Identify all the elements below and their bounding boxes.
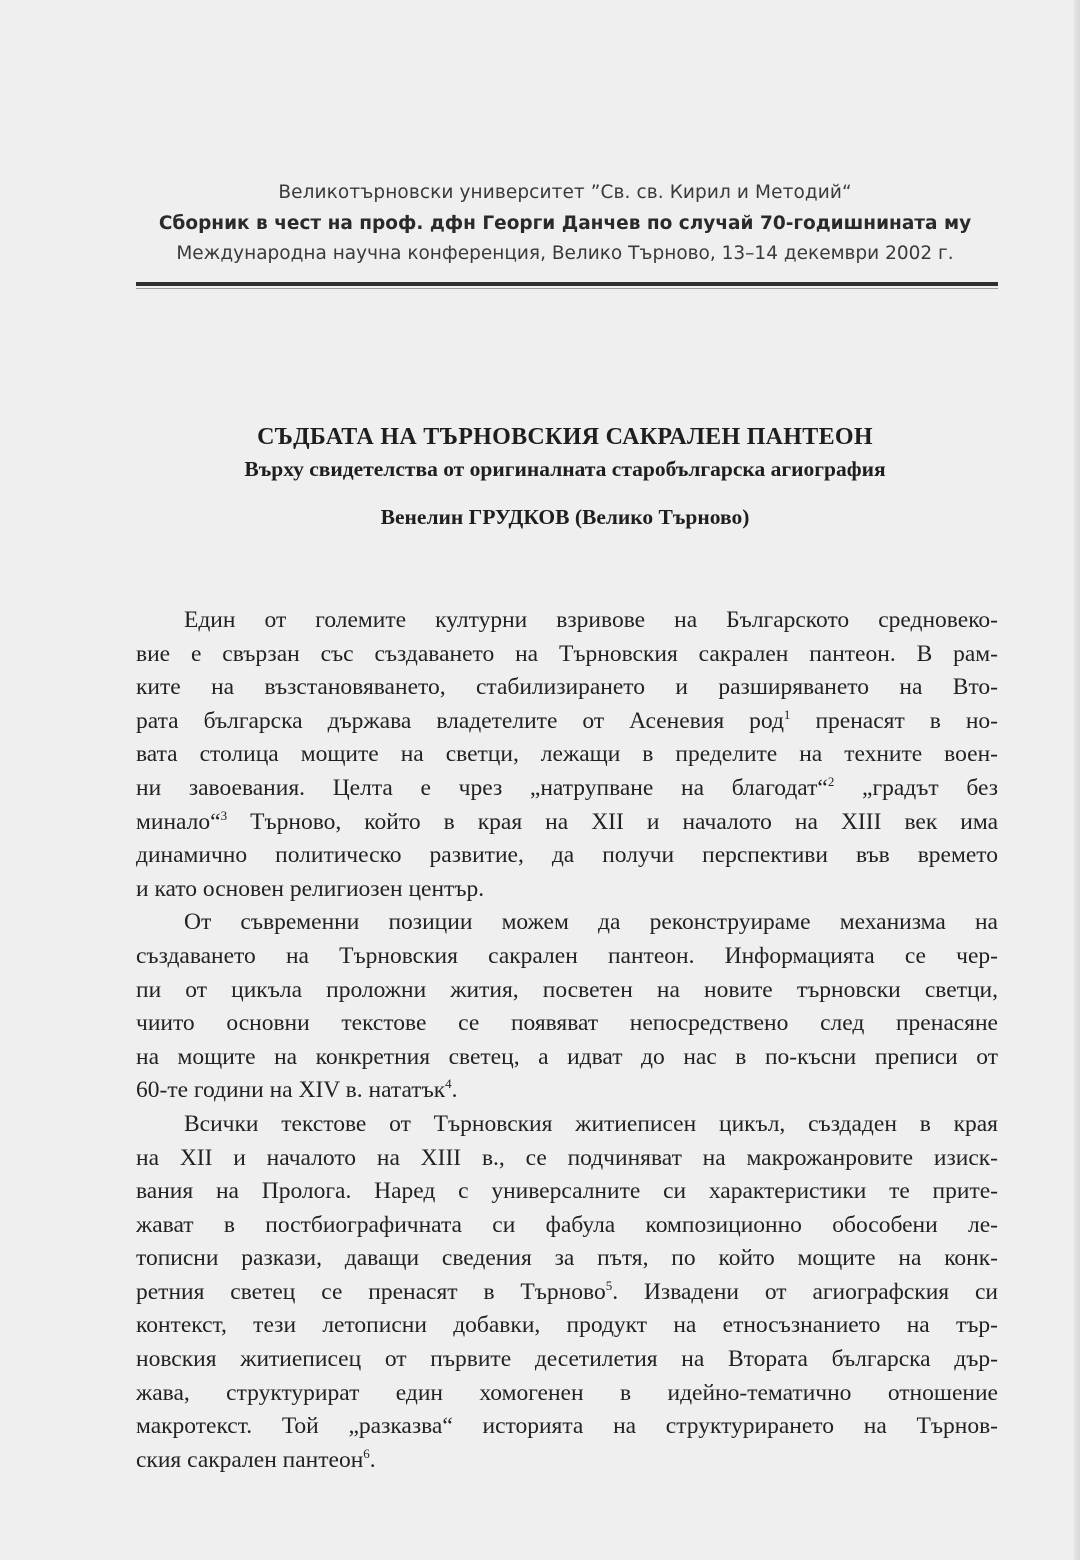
footnote-ref-4[interactable]: 4: [445, 1076, 452, 1092]
text-line: вие е свързан със създаването на Търновския сакрален пантеон. В рам-: [136, 640, 998, 667]
text-line: новския житиеписец от първите десетилетия на Втората българска дър-: [136, 1346, 998, 1373]
text-line: тописни разкази, даващи сведения за пътя, по който мощите на конк-: [136, 1245, 998, 1272]
text-line: макротекст. Той „разказва“ историята на структурирането на Търнов-: [136, 1413, 998, 1440]
article-author: Венелин ГРУДКОВ (Велико Търново): [380, 505, 750, 529]
text-line: ни завоевания. Целта е чрез „натрупване на благодат“$^2$ „градът без: [136, 774, 999, 801]
text-line: на XII и началото на XIII в., се подчиняват на макрожанровите изиск-: [136, 1144, 998, 1171]
text-line: жава, структурират един хомогенен в идейно-тематично отношение: [136, 1379, 998, 1406]
text-line: създаването на Търновския сакрален пантеон. Информацията се чер-: [136, 942, 998, 969]
text-line: ския сакрален пантеон$^6$.: [136, 1446, 376, 1473]
article-heading: [130, 420, 1000, 532]
text-line: вания на Пролога. Наред с универсалните си характеристики те прите-: [136, 1178, 998, 1205]
article-title: СЪДБАТА НА ТЪРНОВСКИЯ САКРАЛЕН ПАНТЕОН: [257, 424, 873, 450]
text-line: динамично политическо развитие, да получи перспективи във времето: [136, 842, 998, 869]
text-line: ките на възстановяването, стабилизирането и разширяването на Вто-: [136, 674, 998, 701]
paragraph-3: [136, 1108, 998, 1478]
header-collection-title: Сборник в чест на проф. дфн Георги Данчев по случай 70-годишнината му: [158, 213, 972, 234]
text-line: ретния светец се пренасят в Търново$^5$. Извадени от агиографския си: [136, 1278, 998, 1305]
text-line: жават в постбиографичната си фабула композиционно обособени ле-: [136, 1211, 998, 1238]
text-line: чиито основни текстове се появяват непосредствено след пренасяне: [136, 1010, 998, 1037]
footnote-ref-2[interactable]: 2: [827, 774, 835, 790]
text-line: рата българска държава владетелите от Асеневия род$^1$ пренасят в но-: [136, 706, 998, 734]
text-line: Всички текстове от Търновския житиеписен цикъл, създаден в края: [184, 1110, 998, 1137]
header-conference: Международна научна конференция, Велико Търново, 13–14 декември 2002 г.: [176, 243, 954, 264]
text-line: 60-те години на XIV в. нататък$^4$.: [136, 1076, 458, 1104]
text-line: и като основен религиозен център.: [136, 875, 485, 902]
article-subtitle: Върху свидетелства от оригиналната старобългарска агиография: [244, 457, 886, 481]
text-line: минало“$^3$ Търново, който в края на XII и началото на XIII век има: [136, 807, 998, 835]
header-rule-thin: [136, 288, 998, 289]
article-body: [136, 604, 998, 1477]
text-line: на мощите на конкретния светец, а идват до нас в по-късни преписи от: [136, 1043, 998, 1070]
footnote-ref-1[interactable]: 1: [783, 706, 791, 722]
header-rule: [136, 282, 998, 286]
text-line: От съвременни позиции можем да реконструираме механизма на: [184, 909, 998, 936]
text-line: контекст, тези летописни добавки, продукт на етносъзнанието на тър-: [136, 1312, 998, 1339]
running-header: [130, 178, 1000, 269]
text-line: Един от големите културни взривове на Българското средновеко-: [184, 607, 998, 633]
footnote-ref-3[interactable]: 3: [220, 807, 228, 823]
footnote-ref-5[interactable]: 5: [605, 1278, 613, 1294]
footnote-ref-6[interactable]: 6: [363, 1446, 370, 1462]
header-university: Великотърновски университет ”Св. св. Кирил и Методий“: [278, 182, 852, 203]
paragraph-1: [136, 604, 998, 906]
paragraph-2: [136, 906, 998, 1108]
text-line: вата столица мощите на светци, лежащи в пределите на техните воен-: [136, 741, 998, 768]
text-line: пи от цикъла проложни жития, посветен на новите търновски светци,: [136, 976, 998, 1003]
scan-edge: [1074, 0, 1080, 1560]
